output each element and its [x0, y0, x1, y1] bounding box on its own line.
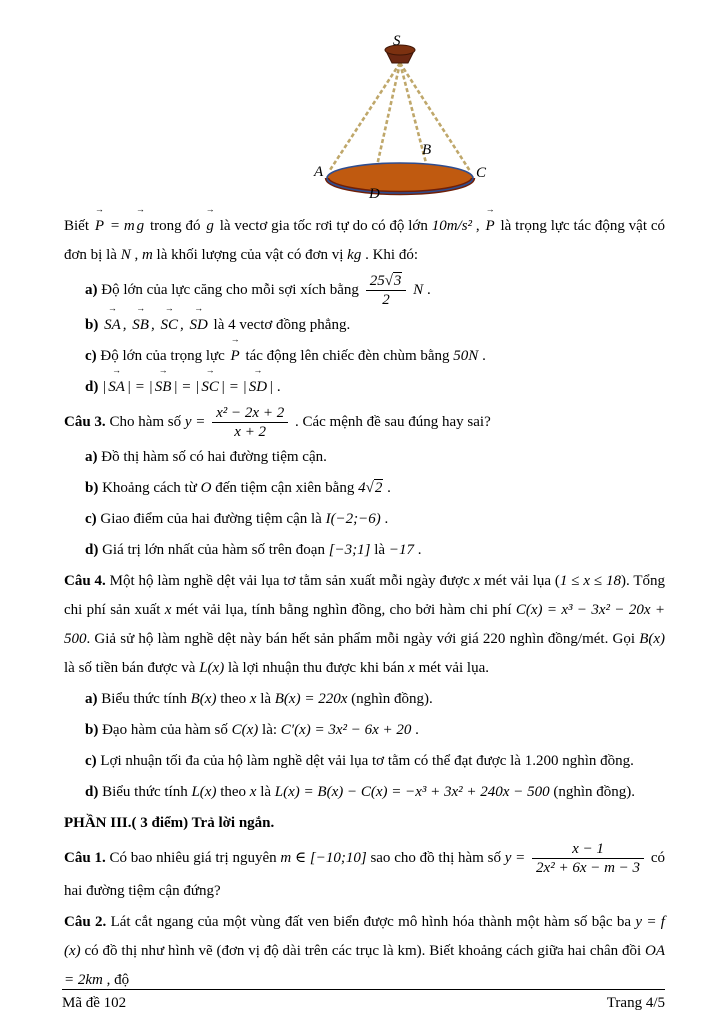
text-run: .	[478, 348, 486, 364]
vector: SB →	[130, 311, 151, 340]
text-run: Độ lớn của lực căng cho mỗi sợi xích bằng	[101, 281, 363, 298]
math-text: y = f (x)	[64, 914, 665, 959]
text-run: Đạo hàm của hàm số	[102, 722, 232, 738]
math-text: OA = 2km	[64, 943, 665, 988]
intro-paragraph	[64, 212, 665, 270]
fraction	[366, 272, 407, 309]
text-run: mét vải lụa (	[480, 573, 560, 589]
vector: SC →	[199, 373, 221, 402]
fraction-denominator	[532, 859, 644, 877]
text-run: là	[256, 784, 275, 800]
text-run: ,	[472, 218, 484, 234]
text-run: Khoảng cách từ	[102, 480, 201, 496]
math-text: x + 2	[234, 424, 267, 440]
phan3-cau1	[64, 840, 665, 906]
text-run: . Giả sử hộ làm nghề dệt này bán hết sản phẩm mỗi ngày với giá 220 nghìn đồng/mét. Gọi	[86, 631, 640, 647]
bold-text: Câu 1.	[64, 849, 110, 866]
text-run: Đồ thị hàm số có hai đường tiệm cận.	[101, 449, 327, 465]
text-run: (nghìn đồng).	[347, 691, 433, 707]
cau4-item-a	[85, 685, 665, 714]
text-run: Biểu thức tính	[101, 691, 191, 707]
vector: P →	[229, 342, 242, 371]
radicand: 3	[393, 273, 402, 289]
text-run: có đồ thị như hình vẽ (đơn vị độ dài trên các trục là km). Biết khoảng cách giữa hai chân đồi	[80, 943, 645, 959]
math-text: 2	[382, 292, 390, 308]
vector: SD →	[247, 373, 269, 402]
bold-text: Câu 2.	[64, 914, 111, 930]
bold-text: c)	[85, 753, 101, 769]
math-text: | = |	[173, 379, 200, 395]
label-s: S	[393, 33, 401, 49]
text-run: .	[383, 480, 391, 496]
math-text: I	[325, 511, 331, 527]
text-run: là	[256, 691, 275, 707]
label-b: B	[422, 142, 432, 158]
fraction	[212, 404, 288, 441]
part2-item-b	[85, 311, 665, 340]
text-run: là lợi nhuận thu được khi bán	[224, 660, 409, 676]
math-text: C(x)	[231, 722, 259, 738]
text-run: .	[411, 722, 419, 738]
label-d: D	[369, 186, 380, 202]
math-text: = m	[106, 218, 135, 234]
text-run: Cho hàm số	[109, 413, 185, 430]
math-text: 1 ≤ x ≤ 18	[559, 573, 621, 589]
cau4-item-b	[85, 716, 665, 745]
math-text: x	[473, 573, 481, 589]
text-run: là trọng lực tác động vật có đơn bị là	[64, 218, 665, 263]
text-run: Giao điểm của hai đường tiệm cận là	[100, 511, 326, 527]
math-text: m ∈ [−10;10]	[280, 849, 367, 866]
math-text: N	[120, 247, 131, 263]
bold-text: Câu 3.	[64, 413, 110, 430]
exam-content	[0, 212, 725, 995]
vector: g →	[204, 212, 216, 241]
math-text: m	[141, 247, 153, 263]
text-run: theo	[216, 784, 250, 800]
text-run: , độ	[102, 972, 130, 988]
chain-line-a	[330, 63, 400, 170]
label-a: A	[314, 164, 324, 180]
math-text: x	[249, 784, 257, 800]
page-footer	[62, 989, 665, 1012]
text-run: theo	[216, 691, 250, 707]
text-run: . Các mệnh đề sau đúng hay sai?	[291, 413, 491, 430]
vector: SB →	[153, 373, 174, 402]
radical-sign: √	[384, 273, 393, 289]
fraction-numerator	[532, 840, 644, 859]
text-run: .	[380, 511, 389, 527]
text-run: tác động lên chiếc đèn chùm bằng	[241, 348, 454, 364]
math-text: |	[102, 379, 107, 395]
text-run: sao cho đồ thị hàm số	[366, 849, 505, 866]
math-text: B(x)	[190, 691, 217, 707]
vector: SC →	[158, 311, 180, 340]
math-text: ,	[179, 317, 188, 333]
bold-text: d)	[85, 542, 103, 558]
math-text: x − 1	[572, 841, 604, 857]
math-text: 10m/s²	[431, 218, 473, 234]
label-c: C	[476, 165, 487, 181]
text-run: Biểu thức tính	[102, 784, 192, 800]
text-run: Biết	[64, 218, 93, 234]
math-text: −17	[388, 542, 414, 558]
vector: SD →	[187, 311, 209, 340]
bold-text: a)	[85, 691, 102, 707]
cau4-item-c	[85, 747, 665, 776]
math-text: C(x) = x³ − 3x² − 20x + 500	[64, 602, 665, 647]
text-run: ,	[130, 247, 142, 263]
cau3-item-a	[85, 443, 665, 472]
text-run: mét vải lụa, tính bằng nghìn đồng, cho bởi hàm chi phí	[171, 602, 516, 618]
math-text: N	[409, 281, 424, 298]
vector: SA →	[106, 373, 127, 402]
bold-text: c)	[85, 348, 101, 364]
math-text: 4	[358, 480, 366, 496]
math-text: y =	[504, 849, 530, 866]
text-run: mét vải lụa.	[414, 660, 489, 676]
bold-text: b)	[85, 317, 103, 333]
math-text: x	[249, 691, 257, 707]
math-text: [−3;1]	[328, 542, 371, 558]
text-run: Lợi nhuận tối đa của hộ làm nghề dệt vải lụa tơ tằm có thể đạt được là 1.200 nghìn đồng.	[100, 753, 634, 769]
text-run: .	[413, 542, 422, 558]
text-run: trong đó	[146, 218, 205, 234]
math-text: C′(x) = 3x² − 6x + 20	[280, 722, 412, 738]
cau3-item-c	[85, 505, 665, 534]
text-run: Lát cắt ngang của một vùng đất ven biển được mô hình hóa thành một hàm số bậc ba	[110, 914, 636, 930]
fraction	[532, 840, 644, 877]
vector: g →	[135, 212, 147, 241]
math-text: x	[164, 602, 172, 618]
math-text: 50N	[453, 348, 479, 364]
bold-text: PHẦN III.( 3 điểm) Trả lời ngắn.	[64, 815, 275, 831]
text-run: có hai đường tiệm cận đứng?	[64, 849, 665, 899]
math-text: 2x² + 6x − m − 3	[536, 860, 641, 876]
text-run: Một hộ làm nghề dệt vải lụa tơ tằm sản xuất mỗi ngày được	[109, 573, 474, 589]
text-run: là khối lượng của vật có đơn vị	[152, 247, 348, 263]
cau3-item-b	[85, 474, 665, 503]
text-run: đến tiệm cận xiên bằng	[211, 480, 359, 496]
fraction-numerator	[212, 404, 288, 423]
text-run: là số tiền bán được và	[64, 660, 200, 676]
radical-sign: √	[365, 480, 374, 496]
page-number: Trang 4/5	[606, 995, 665, 1011]
chain-line-c	[400, 63, 470, 171]
text-run: ). Tổng chi phí sản xuất	[64, 573, 666, 618]
cau4-paragraph	[64, 567, 665, 683]
math-text: ,	[122, 317, 131, 333]
math-text: y =	[184, 413, 210, 430]
math-text: |	[269, 379, 274, 395]
math-text: O	[200, 480, 212, 496]
vector: P →	[484, 212, 497, 241]
bold-text: b)	[85, 722, 103, 738]
square-root	[366, 474, 384, 503]
part2-item-d	[85, 373, 665, 402]
math-text: | = |	[126, 379, 153, 395]
text-run: . Khi đó:	[361, 247, 419, 263]
bold-text: b)	[85, 480, 103, 496]
text-run: là vectơ gia tốc rơi tự do có độ lớn	[215, 218, 432, 234]
text-run: Giá trị lớn nhất của hàm số trên đoạn	[102, 542, 329, 558]
text-run: .	[423, 281, 431, 298]
square-root	[385, 272, 403, 290]
text-run: là 4 vectơ đồng phẳng.	[209, 317, 351, 333]
math-text: | = |	[220, 379, 247, 395]
text-run: .	[273, 379, 281, 395]
fraction-numerator	[366, 272, 407, 291]
bold-text: a)	[85, 449, 102, 465]
fraction-denominator	[212, 423, 288, 441]
math-text: x	[408, 660, 415, 676]
radicand: 2	[374, 480, 383, 496]
bold-text: d)	[85, 379, 103, 395]
cau3-heading	[64, 404, 665, 441]
math-text: (−2;−6)	[330, 511, 381, 527]
bold-text: c)	[85, 511, 101, 527]
math-text: B(x) = 220x	[274, 691, 348, 707]
math-text: L(x)	[199, 660, 225, 676]
vector: SA →	[102, 311, 123, 340]
bold-text: d)	[85, 784, 103, 800]
math-text: L(x)	[191, 784, 217, 800]
bold-text: a)	[85, 281, 102, 298]
chandelier-drawing	[250, 30, 550, 202]
text-run: Độ lớn của trọng lực	[100, 348, 229, 364]
chandelier-figure	[250, 30, 550, 202]
math-text: B(x)	[639, 631, 665, 647]
bold-text: Câu 4.	[64, 573, 110, 589]
math-text: 25	[369, 273, 385, 289]
math-text: kg	[347, 247, 362, 263]
phan3-cau2	[64, 908, 665, 995]
fraction-denominator	[366, 291, 407, 309]
exam-code: Mã đề 102	[62, 995, 127, 1011]
text-run: (nghìn đồng).	[549, 784, 635, 800]
cau4-item-d	[85, 778, 665, 807]
text-run: là	[370, 542, 389, 558]
text-run: là:	[258, 722, 281, 738]
math-text: x² − 2x + 2	[216, 405, 285, 421]
vector: P →	[93, 212, 106, 241]
phan3-heading	[64, 809, 665, 838]
math-text: ,	[150, 317, 159, 333]
math-text: L(x) = B(x) − C(x) = −x³ + 3x² + 240x − 500	[274, 784, 550, 800]
cau3-item-d	[85, 536, 665, 565]
text-run: Có bao nhiêu giá trị nguyên	[109, 849, 281, 866]
